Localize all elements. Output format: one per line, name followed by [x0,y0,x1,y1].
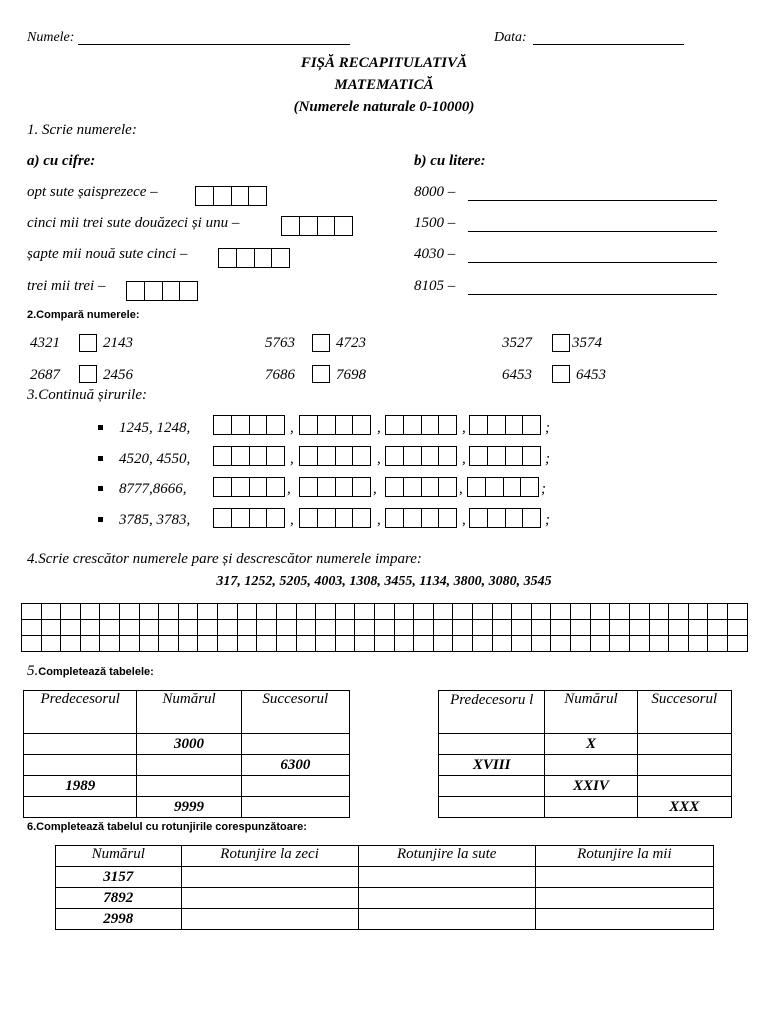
ex1-b-item: 4030 – [414,246,456,262]
grid-cell[interactable] [590,636,610,652]
cell[interactable] [545,797,637,818]
grid-cell[interactable] [473,620,493,636]
compare-box[interactable] [312,365,330,383]
compare-box[interactable] [552,365,570,383]
cell[interactable] [439,734,545,755]
date-label: Data: [494,30,527,45]
grid-cell[interactable] [22,604,42,620]
grid-cell[interactable] [61,620,81,636]
grid-cell[interactable] [590,604,610,620]
digit-box-4[interactable] [299,446,371,466]
grid-cell[interactable] [237,604,257,620]
cell[interactable] [439,797,545,818]
grid-cell[interactable] [433,620,453,636]
grid-row [22,620,748,636]
grid-cell[interactable] [571,620,591,636]
name-field[interactable] [78,44,350,45]
grid-cell[interactable] [139,636,159,652]
sequence-start: 8777,8666, [119,481,187,497]
grid-cell[interactable] [571,604,591,620]
answer-grid[interactable] [21,603,748,652]
grid-cell[interactable] [453,604,473,620]
grid-cell[interactable] [198,636,218,652]
grid-cell[interactable] [100,604,120,620]
grid-cell[interactable] [120,604,140,620]
grid-cell[interactable] [335,636,355,652]
grid-cell[interactable] [708,604,728,620]
separator: , [373,481,377,497]
title-line1: FIȘĂ RECAPITULATIVĂ [300,55,468,71]
ex1-heading: 1. Scrie numerele: [27,122,137,138]
grid-cell[interactable] [649,636,669,652]
grid-cell[interactable] [551,636,571,652]
ex1-b-item: 1500 – [414,215,456,231]
separator: , [290,451,294,467]
cell[interactable] [535,909,713,930]
grid-cell[interactable] [316,604,336,620]
ex1-a-item: șapte mii nouă sute cinci – [27,246,188,262]
grid-cell[interactable] [649,604,669,620]
separator: , [462,420,466,436]
digit-box-4[interactable] [299,508,371,528]
grid-cell[interactable] [61,604,81,620]
grid-cell[interactable] [531,620,551,636]
grid-cell[interactable] [688,620,708,636]
grid-cell[interactable] [198,604,218,620]
grid-cell[interactable] [629,604,649,620]
cell[interactable] [637,776,731,797]
compare-right: 2456 [103,367,133,383]
grid-cell[interactable] [80,636,100,652]
grid-cell[interactable] [100,620,120,636]
separator: , [377,451,381,467]
grid-cell[interactable] [218,636,238,652]
col-header: Rotunjire la mii [535,846,713,867]
grid-cell[interactable] [257,604,277,620]
ex5-heading [27,662,154,680]
ex2-heading: 2.Compară numerele: [27,309,140,321]
table-roman-numerals [438,690,732,818]
grid-cell[interactable] [629,620,649,636]
grid-cell[interactable] [276,620,296,636]
cell[interactable] [181,888,358,909]
grid-cell[interactable] [198,620,218,636]
cell[interactable] [358,867,535,888]
grid-row [22,636,748,652]
ex1-a-item: cinci mii trei sute douăzeci și unu – [27,215,240,231]
ex4-numbers: 317, 1252, 5205, 4003, 1308, 3455, 1134, 3800, 3080, 3545 [216,574,552,589]
grid-cell[interactable] [473,604,493,620]
cell[interactable] [439,776,545,797]
grid-cell[interactable] [80,620,100,636]
grid-cell[interactable] [80,604,100,620]
grid-cell[interactable] [41,636,61,652]
separator: , [462,451,466,467]
words-line[interactable] [468,231,717,232]
col-header: Succesorul [637,691,731,734]
rounding-table [55,845,714,930]
sequence-start: 3785, 3783, [119,512,191,528]
grid-cell[interactable] [257,620,277,636]
grid-cell[interactable] [316,636,336,652]
grid-row [22,604,748,620]
grid-cell[interactable] [374,636,394,652]
words-line[interactable] [468,200,717,201]
grid-cell[interactable] [551,620,571,636]
grid-cell[interactable] [237,620,257,636]
digit-box-4[interactable] [385,446,457,466]
grid-cell[interactable] [610,636,630,652]
grid-cell[interactable] [296,620,316,636]
grid-cell[interactable] [453,620,473,636]
cell[interactable] [637,755,731,776]
cell[interactable] [181,867,358,888]
cell: 9999 [137,797,241,818]
grid-cell[interactable] [374,604,394,620]
digit-box-4[interactable] [385,477,457,497]
grid-cell[interactable] [453,636,473,652]
grid-cell[interactable] [512,620,532,636]
compare-box[interactable] [79,365,97,383]
grid-cell[interactable] [669,636,689,652]
grid-cell[interactable] [355,636,375,652]
grid-cell[interactable] [551,604,571,620]
grid-cell[interactable] [296,636,316,652]
separator: , [377,420,381,436]
separator: , [462,512,466,528]
title-line2: MATEMATICĂ [334,77,434,93]
grid-cell[interactable] [139,604,159,620]
cell[interactable] [637,734,731,755]
number-cell: 7892 [56,888,182,909]
grid-cell[interactable] [276,604,296,620]
digit-box-4[interactable] [385,508,457,528]
grid-cell[interactable] [492,604,512,620]
grid-cell[interactable] [316,620,336,636]
grid-cell[interactable] [512,636,532,652]
digit-box-4[interactable] [299,415,371,435]
cell: 1989 [24,776,137,797]
terminator: ; [541,481,546,497]
cell[interactable] [24,755,137,776]
grid-cell[interactable] [414,636,434,652]
grid-cell[interactable] [727,620,747,636]
ex4-heading: 4.Scrie crescător numerele pare și descrescător numerele impare: [27,551,422,567]
grid-cell[interactable] [355,604,375,620]
title-line3: (Numerele naturale 0-10000) [293,99,475,115]
col-header: Predecesorul [24,691,137,734]
cell[interactable] [241,797,349,818]
compare-left: 4321 [30,335,60,351]
grid-cell[interactable] [610,604,630,620]
bullet-icon [98,517,103,522]
digit-box-4[interactable] [218,248,290,268]
ex1-a-item: opt sute șaisprezece – [27,184,158,200]
col-header: Rotunjire la zeci [181,846,358,867]
compare-box[interactable] [79,334,97,352]
grid-cell[interactable] [41,604,61,620]
grid-cell[interactable] [610,620,630,636]
grid-cell[interactable] [178,636,198,652]
grid-cell[interactable] [100,636,120,652]
ex5-title: Completează tabelele: [38,666,154,678]
compare-box[interactable] [552,334,570,352]
grid-cell[interactable] [22,636,42,652]
ex5-number: 5. [27,663,39,679]
ex3-heading: 3.Continuă șirurile: [27,387,148,403]
bullet-icon [98,486,103,491]
compare-right: 7698 [336,367,366,383]
col-header: Rotunjire la sute [358,846,535,867]
grid-cell[interactable] [571,636,591,652]
grid-cell[interactable] [394,620,414,636]
cell[interactable] [137,776,241,797]
col-header: Succesorul [241,691,349,734]
digit-box-4[interactable] [213,508,285,528]
grid-cell[interactable] [139,620,159,636]
compare-left: 6453 [502,367,532,383]
grid-cell[interactable] [433,604,453,620]
digit-box-4[interactable] [299,477,371,497]
number-cell: 2998 [56,909,182,930]
compare-right: 4723 [336,335,366,351]
separator: , [459,481,463,497]
grid-cell[interactable] [22,620,42,636]
grid-cell[interactable] [335,620,355,636]
ex6-heading: 6.Completează tabelul cu rotunjirile corespunzătoare: [27,821,307,833]
number-cell: 3157 [56,867,182,888]
cell[interactable] [545,755,637,776]
cell: X [545,734,637,755]
digit-box-4[interactable] [195,186,267,206]
cell[interactable] [241,776,349,797]
cell[interactable] [181,909,358,930]
cell[interactable] [137,755,241,776]
grid-cell[interactable] [178,604,198,620]
bullet-icon [98,425,103,430]
digit-box-4[interactable] [469,508,541,528]
grid-cell[interactable] [276,636,296,652]
terminator: ; [545,420,550,436]
bullet-icon [98,456,103,461]
grid-cell[interactable] [531,636,551,652]
grid-cell[interactable] [41,620,61,636]
ex1-b-label: b) cu litere: [414,153,486,169]
cell: XVIII [439,755,545,776]
cell: 6300 [241,755,349,776]
col-header: Numărul [137,691,241,734]
compare-right: 6453 [576,367,606,383]
grid-cell[interactable] [414,604,434,620]
separator: , [287,481,291,497]
words-line[interactable] [468,262,717,263]
compare-left: 5763 [265,335,295,351]
digit-box-4[interactable] [213,477,285,497]
cell: XXX [637,797,731,818]
grid-cell[interactable] [218,604,238,620]
separator: , [290,420,294,436]
compare-box[interactable] [312,334,330,352]
digit-box-4[interactable] [385,415,457,435]
digit-box-4[interactable] [469,446,541,466]
grid-cell[interactable] [649,620,669,636]
ex1-a-label: a) cu cifre: [27,153,96,169]
grid-cell[interactable] [708,620,728,636]
grid-cell[interactable] [473,636,493,652]
grid-cell[interactable] [433,636,453,652]
name-label: Numele: [27,30,75,45]
grid-cell[interactable] [688,636,708,652]
cell: XXIV [545,776,637,797]
sequence-start: 1245, 1248, [119,420,191,436]
cell[interactable] [535,888,713,909]
cell[interactable] [535,867,713,888]
digit-box-4[interactable] [469,415,541,435]
grid-cell[interactable] [296,604,316,620]
grid-cell[interactable] [414,620,434,636]
grid-cell[interactable] [355,620,375,636]
words-line[interactable] [468,294,717,295]
grid-cell[interactable] [335,604,355,620]
cell[interactable] [241,734,349,755]
grid-cell[interactable] [590,620,610,636]
grid-cell[interactable] [178,620,198,636]
grid-cell[interactable] [492,636,512,652]
terminator: ; [545,451,550,467]
grid-cell[interactable] [120,620,140,636]
grid-cell[interactable] [237,636,257,652]
cell[interactable] [24,734,137,755]
grid-cell[interactable] [159,604,179,620]
compare-left: 7686 [265,367,295,383]
grid-cell[interactable] [257,636,277,652]
ex1-b-item: 8105 – [414,278,456,294]
grid-cell[interactable] [708,636,728,652]
grid-cell[interactable] [669,620,689,636]
grid-cell[interactable] [669,604,689,620]
col-header: Predecesoru l [439,691,545,734]
grid-cell[interactable] [394,604,414,620]
grid-cell[interactable] [61,636,81,652]
ex1-a-item: trei mii trei – [27,278,106,294]
cell[interactable] [358,909,535,930]
compare-right: 2143 [103,335,133,351]
separator: , [290,512,294,528]
grid-cell[interactable] [629,636,649,652]
separator: , [377,512,381,528]
compare-right: 3574 [572,335,602,351]
digit-box-4[interactable] [467,477,539,497]
grid-cell[interactable] [727,636,747,652]
cell: 3000 [137,734,241,755]
grid-cell[interactable] [688,604,708,620]
grid-cell[interactable] [374,620,394,636]
grid-cell[interactable] [531,604,551,620]
sequence-start: 4520, 4550, [119,451,191,467]
ex1-b-item: 8000 – [414,184,456,200]
digit-box-4[interactable] [213,415,285,435]
col-header: Numărul [56,846,182,867]
grid-cell[interactable] [492,620,512,636]
compare-left: 2687 [30,367,60,383]
table-predecessor-successor [23,690,350,818]
digit-box-4[interactable] [281,216,353,236]
date-field[interactable] [533,44,684,45]
cell[interactable] [24,797,137,818]
grid-cell[interactable] [120,636,140,652]
col-header: Numărul [545,691,637,734]
grid-cell[interactable] [218,620,238,636]
digit-box-4[interactable] [126,281,198,301]
grid-cell[interactable] [394,636,414,652]
grid-cell[interactable] [159,636,179,652]
terminator: ; [545,512,550,528]
compare-left: 3527 [502,335,532,351]
digit-box-4[interactable] [213,446,285,466]
grid-cell[interactable] [727,604,747,620]
cell[interactable] [358,888,535,909]
grid-cell[interactable] [159,620,179,636]
grid-cell[interactable] [512,604,532,620]
